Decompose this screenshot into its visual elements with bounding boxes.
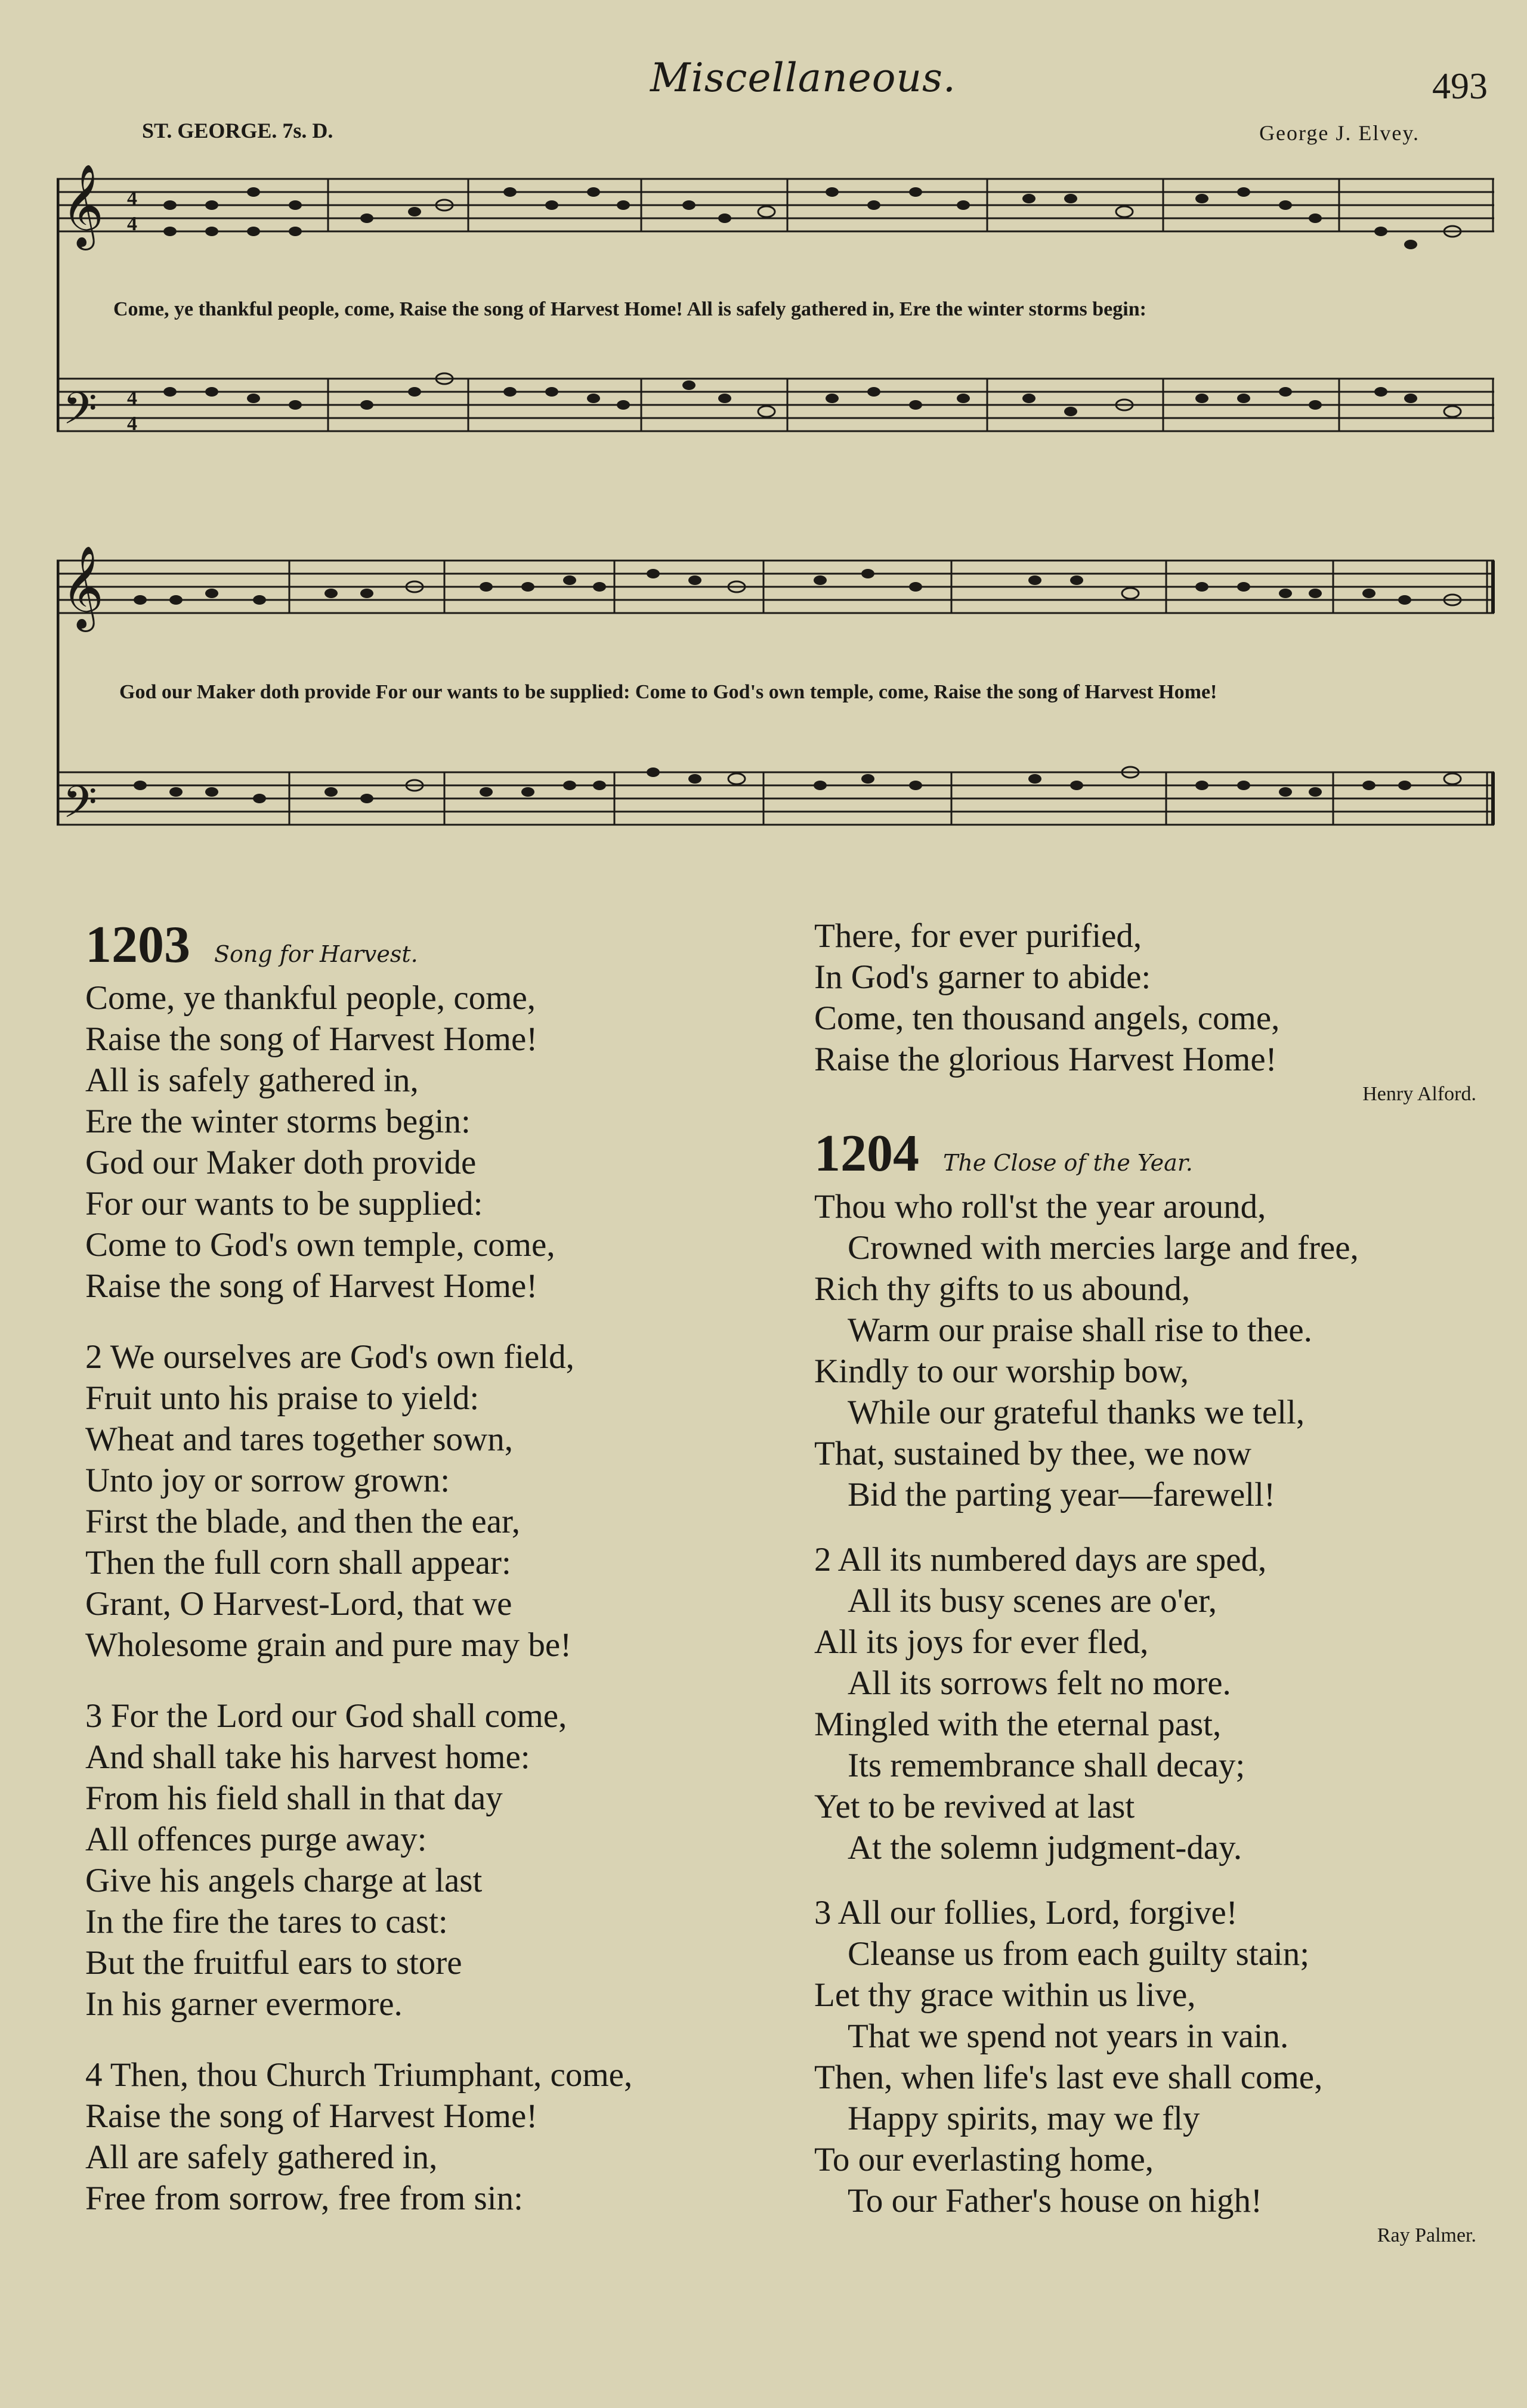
svg-text:𝄞: 𝄞: [61, 546, 104, 629]
verse-line: That we spend not years in vain.: [848, 2017, 1289, 2055]
verse-line: There, for ever purified,: [814, 917, 1142, 955]
verse-line: All its busy scenes are o'er,: [848, 1582, 1217, 1620]
verse-line: In the fire the tares to cast:: [85, 1903, 448, 1940]
page-header: [0, 55, 1527, 145]
verse-line: That, sustained by thee, we now: [814, 1435, 1251, 1472]
verse-line: And shall take his harvest home:: [85, 1738, 530, 1776]
verse-line: To our Father's house on high!: [848, 2182, 1262, 2220]
verse-line: 3 For the Lord our God shall come,: [85, 1697, 567, 1735]
svg-text:4: 4: [127, 187, 137, 209]
svg-text:𝄢: 𝄢: [63, 776, 97, 839]
hymn-number: 1204: [814, 1125, 919, 1183]
svg-text:𝄢: 𝄢: [63, 383, 97, 445]
verse-line: Come to God's own temple, come,: [85, 1226, 555, 1264]
verse-line: Bid the parting year—farewell!: [848, 1476, 1275, 1513]
verse-line: In his garner evermore.: [85, 1985, 403, 2023]
section-title: Miscellaneous.: [650, 55, 956, 101]
verse-line: But the fruitful ears to store: [85, 1944, 462, 1982]
verse-line: For our wants to be supplied:: [85, 1185, 483, 1222]
music-staves-1: [57, 149, 1500, 501]
bass-staff-1: [57, 379, 1494, 431]
verse-line: First the blade, and then the ear,: [85, 1503, 520, 1540]
hymn-title: Song for Harvest.: [214, 941, 418, 967]
verse-line: Raise the song of Harvest Home!: [85, 2097, 538, 2135]
hymn-number: 1203: [85, 916, 190, 974]
verse-line: From his field shall in that day: [85, 1779, 503, 1817]
author-credit: Ray Palmer.: [1377, 2224, 1476, 2246]
music-lyric-line-1: Come, ye thankful people, come, Raise the song of Harvest Home! All is safely gathered in, Ere the winter storms begin:: [113, 298, 1146, 320]
stanza-3: [814, 1892, 1476, 2221]
verse-line: All are safely gathered in,: [85, 2138, 438, 2176]
stanza-3: [85, 1695, 801, 2025]
verse-line: To our everlasting home,: [814, 2141, 1154, 2178]
music-system-1: [57, 149, 1500, 501]
bass-staff-2: [57, 772, 1494, 825]
verse-line: 4 Then, thou Church Triumphant, come,: [85, 2056, 633, 2094]
hymn-1203-header: [85, 916, 801, 975]
hymn-1203-column: [85, 916, 801, 2249]
verse-line: Grant, O Harvest-Lord, that we: [85, 1585, 512, 1623]
music-staves-2: [57, 531, 1500, 900]
hymn-title: The Close of the Year.: [943, 1150, 1193, 1176]
verse-line: Mingled with the eternal past,: [814, 1706, 1222, 1743]
verse-line: Raise the song of Harvest Home!: [85, 1267, 538, 1305]
verse-line: 3 All our follies, Lord, forgive!: [814, 1894, 1238, 1932]
page-number: 493: [1432, 66, 1488, 107]
stanza-4-continued: [814, 915, 1476, 1080]
verse-line: Warm our praise shall rise to thee.: [848, 1311, 1312, 1349]
verse-line: Crowned with mercies large and free,: [848, 1229, 1359, 1267]
verse-line: God our Maker doth provide: [85, 1144, 477, 1181]
verse-line: In God's garner to abide:: [814, 958, 1151, 996]
music-lyric-line-2: God our Maker doth provide For our wants to be supplied: Come to God's own temple, come, Raise the song of Harvest Home!: [119, 681, 1217, 703]
verse-line: At the solemn judgment-day.: [848, 1829, 1242, 1867]
verse-line: Thou who roll'st the year around,: [814, 1188, 1266, 1225]
stanza-1: [85, 977, 801, 1307]
verse-line: Wheat and tares together sown,: [85, 1420, 513, 1458]
treble-staff-2: [57, 561, 1494, 613]
author-credit: Henry Alford.: [1362, 1083, 1476, 1105]
treble-staff-1: [57, 179, 1494, 231]
verse-line: Happy spirits, may we fly: [848, 2100, 1200, 2137]
verse-line: All its joys for ever fled,: [814, 1623, 1149, 1661]
verse-line: Fruit unto his praise to yield:: [85, 1379, 480, 1417]
verse-line: Then the full corn shall appear:: [85, 1544, 511, 1581]
hymn-1204-header: [814, 1125, 1476, 1184]
music-system-2: [57, 531, 1500, 900]
right-column: [814, 915, 1476, 2271]
verse-line: Raise the song of Harvest Home!: [85, 1020, 538, 1058]
verse-line: Give his angels charge at last: [85, 1862, 483, 1899]
stanza-1: [814, 1186, 1476, 1515]
verse-line: Rich thy gifts to us abound,: [814, 1270, 1191, 1308]
verse-line: Wholesome grain and pure may be!: [85, 1626, 572, 1664]
verse-line: Unto joy or sorrow grown:: [85, 1462, 450, 1499]
verse-line: All its sorrows felt no more.: [848, 1664, 1231, 1702]
verse-line: All is safely gathered in,: [85, 1061, 419, 1099]
verse-line: 2 We ourselves are God's own field,: [85, 1338, 574, 1376]
stanza-2: [85, 1336, 801, 1666]
verse-line: Come, ye thankful people, come,: [85, 979, 536, 1017]
verse-line: Then, when life's last eve shall come,: [814, 2059, 1323, 2096]
verse-line: Let thy grace within us live,: [814, 1976, 1196, 2014]
verse-line: Kindly to our worship bow,: [814, 1352, 1189, 1390]
verse-line: Free from sorrow, free from sin:: [85, 2180, 523, 2217]
svg-text:4: 4: [127, 213, 137, 235]
verse-line: Its remembrance shall decay;: [848, 1747, 1245, 1784]
verse-line: Yet to be revived at last: [814, 1788, 1135, 1825]
svg-text:𝄞: 𝄞: [61, 164, 104, 247]
svg-text:4: 4: [127, 387, 137, 409]
verse-line: Raise the glorious Harvest Home!: [814, 1041, 1277, 1078]
verse-line: Come, ten thousand angels, come,: [814, 999, 1280, 1037]
stanza-4: [85, 2054, 801, 2219]
tune-name-meter: ST. GEORGE. 7s. D.: [142, 119, 333, 143]
verse-line: Ere the winter storms begin:: [85, 1103, 471, 1140]
verse-line: Cleanse us from each guilty stain;: [848, 1935, 1310, 1973]
verse-line: While our grateful thanks we tell,: [848, 1394, 1305, 1431]
verse-line: 2 All its numbered days are sped,: [814, 1541, 1267, 1578]
svg-text:4: 4: [127, 413, 137, 435]
stanza-2: [814, 1539, 1476, 1868]
composer: George J. Elvey.: [1259, 121, 1420, 145]
verse-line: All offences purge away:: [85, 1821, 427, 1858]
